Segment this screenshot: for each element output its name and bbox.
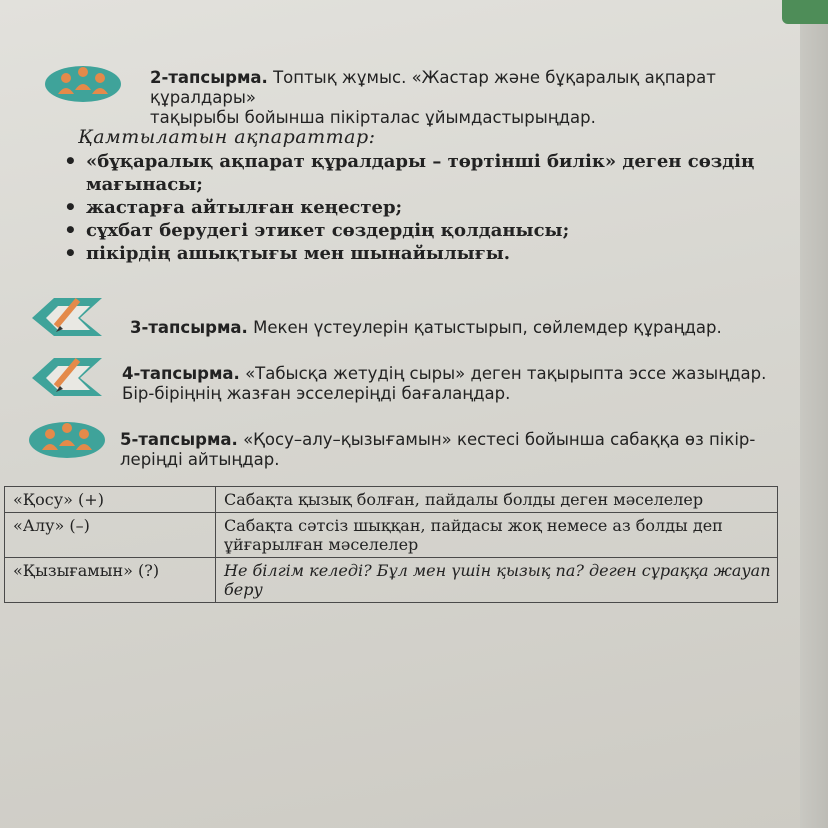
pencil-writing-icon — [28, 292, 106, 338]
task-5-title: 5-тапсырма. — [120, 430, 238, 449]
task-5-line2: леріңді айтыңдар. — [120, 450, 280, 469]
group-discussion-icon — [44, 60, 122, 106]
task-4-line2: Бір-біріңнің жазған эсселеріңді бағалаңдар. — [122, 384, 511, 403]
table-row — [5, 513, 778, 558]
table-cell-desc: Сабақта сәтсіз шыққан, пайдасы жоқ немесе аз болды деп ұйғарылған мәселелер — [216, 513, 778, 558]
pencil-writing-icon — [28, 352, 106, 398]
page-edge-green — [782, 0, 828, 24]
task-5-line1: «Қосу–алу–қызығамын» кестесі бойынша сабаққа өз пікір- — [237, 430, 756, 449]
task-3-title: 3-тапсырма. — [130, 318, 248, 337]
table-cell-label: «Қосу» (+) — [5, 487, 216, 513]
task-2-line2: тақырыбы бойынша пікірталас ұйымдастырыңдар. — [150, 108, 596, 127]
info-title: Қамтылатын ақпараттар: — [78, 126, 376, 148]
list-item: • «бұқаралық ақпарат құралдары – төртінші билік» деген сөздің мағынасы; — [60, 150, 780, 196]
info-bullet-list — [60, 150, 780, 265]
task-4-line1: «Табысқа жетудің сыры» деген тақырыпта эссе жазыңдар. — [239, 364, 767, 383]
task-2-text — [150, 68, 800, 128]
table-cell-label: «Алу» (–) — [5, 513, 216, 558]
page-edge-shadow — [800, 24, 828, 828]
table-cell-desc: Сабақта қызық болған, пайдалы болды деген мәселелер — [216, 487, 778, 513]
task-3-text — [130, 318, 790, 338]
task-4-text — [122, 364, 802, 404]
list-item: • сұхбат берудегі этикет сөздердің қолданысы; — [60, 219, 780, 242]
table-cell-desc: Не білгім келеді? Бұл мен үшін қызық па? деген сұраққа жауап беру — [216, 558, 778, 603]
list-item: • пікірдің ашықтығы мен шынайылығы. — [60, 242, 780, 265]
task-3-line: Мекен үстеулерін қатыстырып, сөйлемдер құраңдар. — [247, 318, 722, 337]
task-4-title: 4-тапсырма. — [122, 364, 240, 383]
task-5-text — [120, 430, 800, 470]
kasu-alu-table — [4, 486, 778, 603]
task-2-title: 2-тапсырма. — [150, 68, 268, 87]
table-cell-label: «Қызығамын» (?) — [5, 558, 216, 603]
table-row — [5, 558, 778, 603]
task-2-line1: Топтық жұмыс. «Жастар және бұқаралық ақпарат құралдары» — [150, 68, 716, 107]
table-row — [5, 487, 778, 513]
list-item: • жастарға айтылған кеңестер; — [60, 196, 780, 219]
group-discussion-icon — [28, 416, 106, 462]
